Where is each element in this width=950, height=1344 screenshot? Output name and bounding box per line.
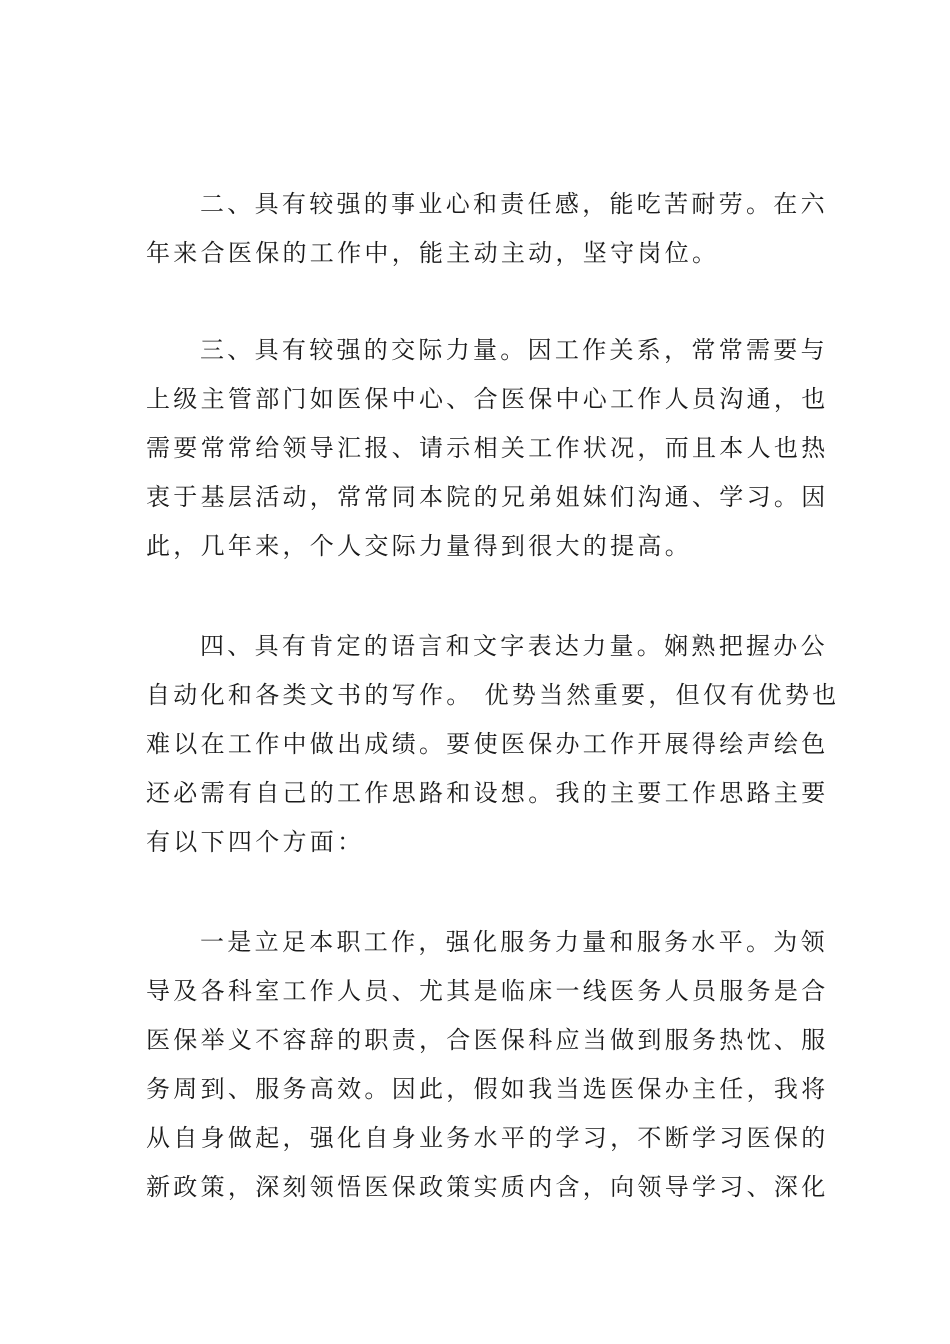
paragraph-work-idea-1 <box>146 918 829 1212</box>
text-line: 二、具有较强的事业心和责任感，能吃苦耐劳。在六 <box>200 190 828 218</box>
text-line: 上级主管部门如医保中心、合医保中心工作人员沟通，也 <box>146 385 829 413</box>
text-line: 衷于基层活动，常常同本院的兄弟姐妹们沟通、学习。因 <box>146 483 829 511</box>
text-line: 从自身做起，强化自身业务水平的学习，不断学习医保的 <box>146 1124 829 1152</box>
text-line: 需要常常给领导汇报、请示相关工作状况，而且本人也热 <box>146 434 829 462</box>
text-line: 自动化和各类文书的写作。 优势当然重要，但仅有优势也 <box>146 681 840 709</box>
text-line: 导及各科室工作人员、尤其是临床一线医务人员服务是合 <box>146 977 829 1005</box>
text-line: 医保举义不容辞的职责，合医保科应当做到服务热忱、服 <box>146 1026 829 1054</box>
paragraph-2 <box>146 180 828 278</box>
text-line: 有以下四个方面： <box>146 828 365 856</box>
text-line: 年来合医保的工作中，能主动主动，坚守岗位。 <box>146 239 720 267</box>
text-line: 四、具有肯定的语言和文字表达力量。娴熟把握办公 <box>200 632 828 660</box>
text-line: 难以在工作中做出成绩。要使医保办工作开展得绘声绘色 <box>146 730 829 758</box>
text-line: 三、具有较强的交际力量。因工作关系，常常需要与 <box>200 336 828 364</box>
text-line: 一是立足本职工作，强化服务力量和服务水平。为领 <box>200 928 828 956</box>
paragraph-4 <box>146 622 840 867</box>
paragraph-3 <box>146 326 829 571</box>
text-line: 务周到、服务高效。因此，假如我当选医保办主任，我将 <box>146 1075 829 1103</box>
text-line: 此，几年来，个人交际力量得到很大的提高。 <box>146 532 692 560</box>
text-line: 新政策，深刻领悟医保政策实质内含，向领导学习、深化 <box>146 1173 829 1201</box>
text-line: 还必需有自己的工作思路和设想。我的主要工作思路主要 <box>146 779 829 807</box>
